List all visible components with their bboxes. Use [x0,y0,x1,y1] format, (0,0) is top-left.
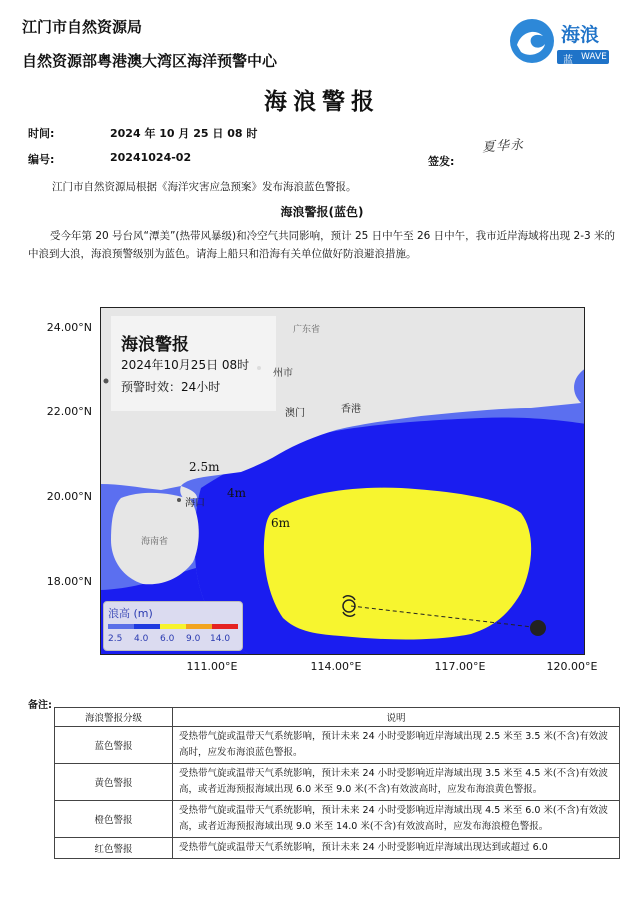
lon-label: 120.00°E [546,660,598,673]
legend-swatch [160,624,186,629]
lat-label: 22.00°N [46,405,92,418]
lon-label: 111.00°E [186,660,238,673]
place-label: 广东省 [293,325,321,335]
lat-label: 20.00°N [46,490,92,503]
lat-label: 24.00°N [46,321,92,334]
page-title: 海浪警报 [264,88,380,115]
number-label: 编号: [28,153,55,166]
legend-swatch [186,624,212,629]
place-label: 州市 [273,368,293,379]
lon-label: 114.00°E [310,660,362,673]
place-label: 海口 [185,498,205,509]
place-label: 海南省 [141,537,169,547]
legend-swatch [108,624,134,629]
map-legend [103,601,243,651]
desc-cell: 受热带气旋或温带天气系统影响，预计未来 24 小时受影响近岸海域出现达到或超过 6.0 [173,838,620,859]
logo-sub-en: WAVE [581,52,607,62]
sign-label: 签发: [428,155,455,168]
map-info-valid: 预警时效：24小时 [121,380,221,394]
lat-label: 18.00°N [46,575,92,588]
table-header-level: 海浪警报分级 [55,708,173,727]
place-label: 香港 [341,404,361,415]
legend-bar [108,624,238,629]
table-header-desc: 说明 [173,708,620,727]
contour-label: 2.5m [189,460,220,474]
table-row [55,801,620,838]
legend-title: 浪高 (m) [108,607,153,620]
logo-text: 海浪 [561,24,600,46]
level-cell: 蓝色警报 [55,727,173,764]
legend-swatch [212,624,238,629]
lon-label: 117.00°E [434,660,486,673]
wave-logo [505,14,613,68]
warning-level-table [54,707,620,859]
warning-center: 自然资源部粤港澳大湾区海洋预警中心 [22,52,278,70]
time-value: 2024 年 10 月 25 日 08 时 [110,127,258,140]
legend-tick: 9.0 [186,634,201,644]
desc-cell: 受热带气旋或温带天气系统影响，预计未来 24 小时受影响近岸海域出现 3.5 米至 4.5 米(不含)有效波高，或者近海预报海域出现 6.0 米至 9.0 米(不含)有效波高时，应发布海浪黄色警报。 [173,764,620,801]
logo-sub-cn: 蓝 [563,55,573,66]
issuing-org: 江门市自然资源局 [22,18,143,36]
place-label: 澳门 [285,408,305,419]
level-cell: 橙色警报 [55,801,173,838]
signature: 夏华永 [481,137,525,156]
table-header-row [55,708,620,727]
desc-cell: 受热带气旋或温带天气系统影响，预计未来 24 小时受影响近岸海域出现 2.5 米至 3.5 米(不含)有效波高时，应发布海浪蓝色警报。 [173,727,620,764]
table-row [55,838,620,859]
map-info-title: 海浪警报 [121,335,189,355]
warning-paragraph: 受今年第 20 号台风“潭美”(热带风暴级)和冷空气共同影响，预计 25 日中午至 26 日中午，我市近岸海域将出现 2-3 米的中浪到大浪，海浪预警级别为蓝色。请海上船只和沿海有关单位做好防浪避浪措施。 [28,230,616,260]
intro-text: 江门市自然资源局根据《海洋灾害应急预案》发布海浪蓝色警报。 [52,181,357,193]
level-cell: 黄色警报 [55,764,173,801]
legend-swatch [134,624,160,629]
legend-tick: 6.0 [160,634,175,644]
time-label: 时间: [28,127,55,140]
number-value: 20241024-02 [110,151,192,164]
table-row [55,727,620,764]
legend-tick: 4.0 [134,634,149,644]
legend-tick: 2.5 [108,634,123,644]
contour-label: 4m [227,486,247,500]
table-row [55,764,620,801]
notes-label: 备注: [28,700,52,711]
legend-tick: 14.0 [210,634,231,644]
wave-map [100,307,585,655]
warning-subtitle: 海浪警报(蓝色) [280,205,364,219]
contour-label: 6m [271,516,291,530]
level-cell: 红色警报 [55,838,173,859]
desc-cell: 受热带气旋或温带天气系统影响，预计未来 24 小时受影响近岸海域出现 4.5 米至 6.0 米(不含)有效波高，或者近海预报海域出现 9.0 米至 14.0 米(不含)有效波高时，应发布海浪橙色警报。 [173,801,620,838]
map-info-time: 2024年10月25日 08时 [121,358,250,372]
